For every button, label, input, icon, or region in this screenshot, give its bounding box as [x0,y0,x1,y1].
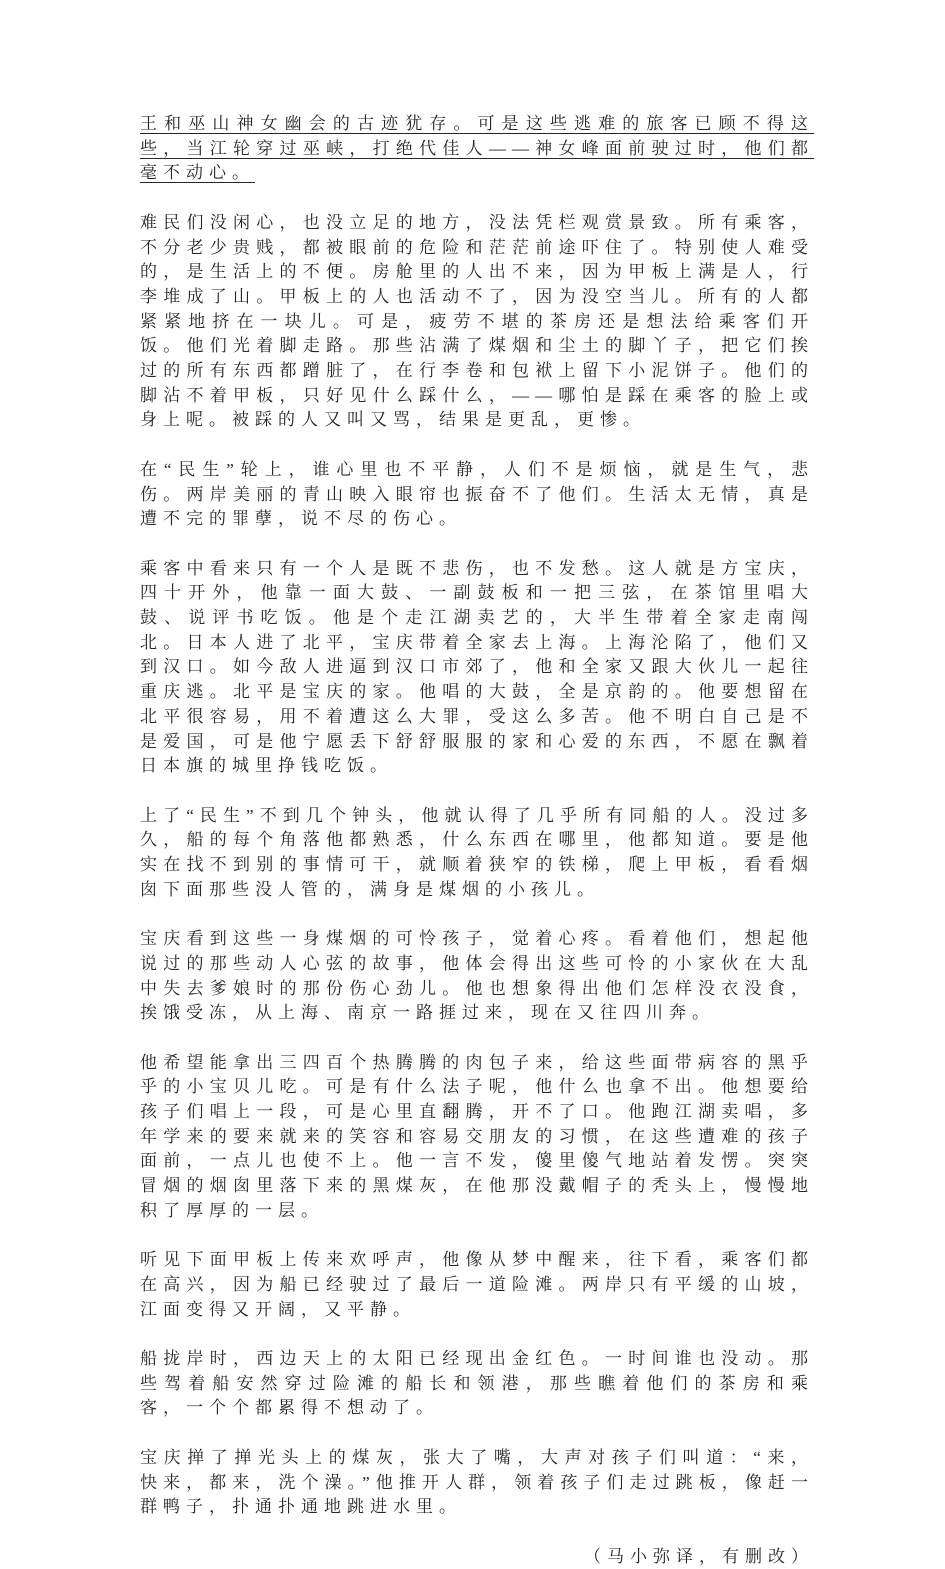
passage-paragraph-7: 他希望能拿出三四百个热腾腾的肉包子来，给这些面带病容的黑乎乎的小宝贝儿吃。可是有什么法子呢，他什么也拿不出。他想要给孩子们唱上一段，可是心里直翻腾，开不了口。他跑江湖卖唱，多年学来的要来就来的笑容和容易交朋友的习惯，在这些遭难的孩子面前，一点儿也使不上。他一言不发，傻里傻气地站着发愣。突突冒烟的烟囱里落下来的黑煤灰，在他那没戴帽子的秃头上，慢慢地积了厚厚的一层。 [140,1052,814,1220]
passage-text-block [140,112,814,1569]
passage-paragraph-8: 听见下面甲板上传来欢呼声，他像从梦中醒来，往下看，乘客们都在高兴，因为船已经驶过了最后一道险滩。两岸只有平缓的山坡，江面变得又开阔，又平静。 [140,1250,814,1319]
passage-paragraph-5: 上了“民生”不到几个钟头，他就认得了几乎所有同船的人。没过多久，船的每个角落他都熟悉，什么东西在哪里，他都知道。要是他实在找不到别的事情可干，就顺着狭窄的铁梯，爬上甲板，看看烟囱下面那些没人管的，满身是煤烟的小孩儿。 [140,805,814,899]
passage-paragraph-10: 宝庆掸了掸光头上的煤灰，张大了嘴，大声对孩子们叫道：“来，快来，都来，洗个澡。”他推开人群，领着孩子们走过跳板，像赶一群鸭子，扑通扑通地跳进水里。 [140,1447,814,1517]
translator-attribution: （马小弥译，有删改） [584,1546,814,1566]
passage-paragraph-6: 宝庆看到这些一身煤烟的可怜孩子，觉着心疼。看着他们，想起他说过的那些动人心弦的故事，他体会得出这些可怜的小家伙在大乱中失去爹娘时的那份伤心劲儿。他也想象得出他们怎样没衣没食，挨饿受冻，从上海、南京一路捱过来，现在又往四川奔。 [140,929,814,1023]
passage-paragraph-4: 乘客中看来只有一个人是既不悲伤，也不发愁。这人就是方宝庆，四十开外，他靠一面大鼓、一副鼓板和一把三弦，在茶馆里唱大鼓、说评书吃饭。他是个走江湖卖艺的，大半生带着全家走南闯北。日本人进了北平，宝庆带着全家去上海。上海沦陷了，他们又到汉口。如今敌人进逼到汉口市郊了，他和全家又跟大伙儿一起往重庆逃。北平是宝庆的家。他唱的大鼓，全是京韵的。他要想留在北平很容易，用不着遭这么大罪，受这么多苦。他不明白自己是不是爱国，可是他宁愿丢下舒舒服服的家和心爱的东西，不愿在飘着日本旗的城里挣钱吃饭。 [140,558,814,776]
passage-paragraph-9: 船拢岸时，西边天上的太阳已经现出金红色。一时间谁也没动。那些驾着船安然穿过险滩的船长和领港，那些瞧着他们的茶房和乘客，一个个都累得不想动了。 [140,1349,814,1418]
passage-paragraph-3: 在“民生”轮上，谁心里也不平静，人们不是烦恼，就是生气，悲伤。两岸美丽的青山映入眼帘也振奋不了他们。生活太无情，真是遭不完的罪孽，说不尽的伤心。 [140,459,814,529]
passage-paragraph-2: 难民们没闲心，也没立足的地方，没法凭栏观赏景致。所有乘客，不分老少贵贱，都被眼前的危险和茫茫前途吓住了。特别使人难受的，是生活上的不便。房舱里的人出不来，因为甲板上满是人，行李堆成了山。甲板上的人也活动不了，因为没空当儿。所有的人都紧紧地挤在一块儿。可是，疲劳不堪的茶房还是想法给乘客们开饭。他们光着脚走路。那些沾满了煤烟和尘土的脚丫子，把它们挨过的所有东西都蹭脏了，在行李卷和包袱上留下小泥饼子。他们的脚沾不着甲板，只好见什么踩什么，——哪怕是踩在乘客的脸上或身上呢。被踩的人又叫又骂，结果是更乱，更惨。 [140,212,814,430]
passage-paragraph-1-underlined: 王和巫山神女幽会的古迹犹存。可是这些逃难的旅客已顾不得这些，当江轮穿过巫峡，打绝代佳人——神女峰面前驶过时，他们都毫不动心。 [140,114,814,183]
